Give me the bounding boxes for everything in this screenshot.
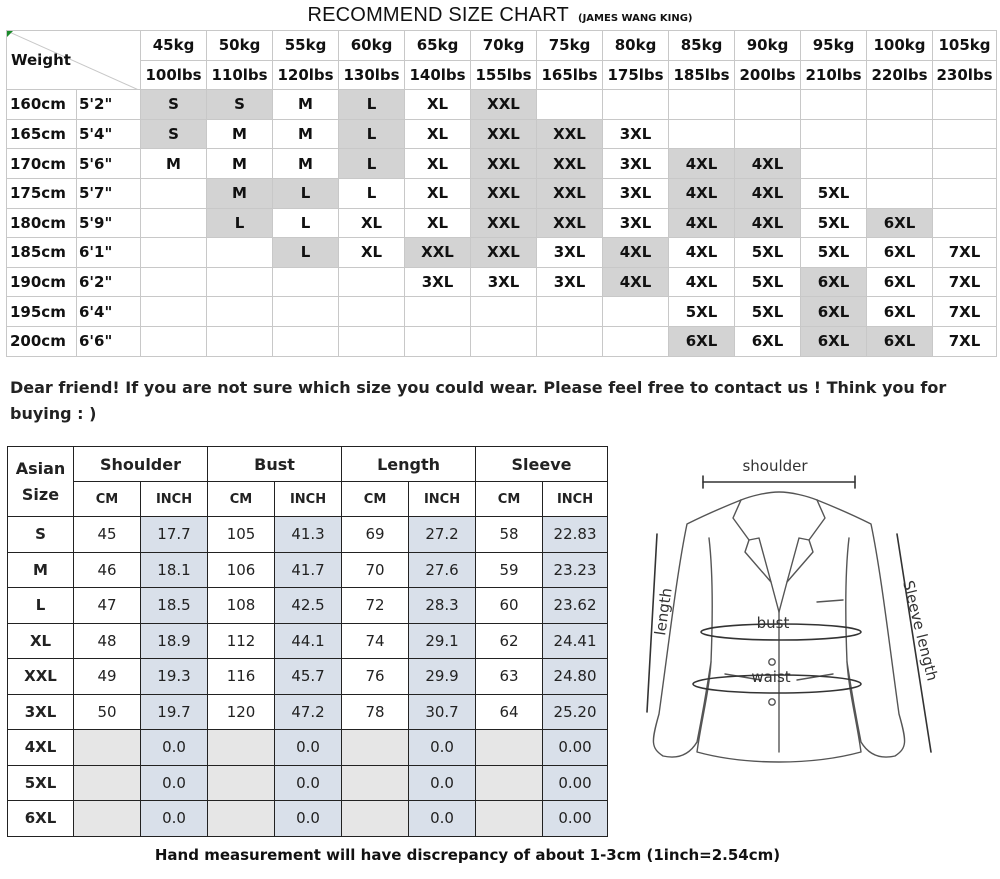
weight-lbs-header: 110lbs [207,60,273,90]
weight-kg-header: 75kg [537,31,603,61]
height-ft: 5'7" [77,178,141,208]
size-cell: L [273,238,339,268]
size-cell [933,178,997,208]
height-cm: 180cm [7,208,77,238]
cm-value: 47 [74,588,141,624]
label-bust: bust [756,614,790,632]
size-cell: XXL [471,208,537,238]
size-cell: XL [405,178,471,208]
inch-value: 23.23 [543,552,608,588]
size-cell: 4XL [669,149,735,179]
inch-value: 0.0 [141,765,208,801]
asian-size-row [8,659,608,695]
cm-value: 72 [342,588,409,624]
cm-value: 60 [476,588,543,624]
size-cell: XL [339,208,405,238]
weight-kg-row [7,31,997,61]
size-cell [801,119,867,149]
inch-value: 27.2 [409,517,476,553]
asian-size-row [8,765,608,801]
size-cell [405,326,471,356]
size-cell [207,326,273,356]
recommend-size-table [6,30,997,357]
asian-size-header-line2: Size [21,484,60,504]
size-cell: 3XL [537,238,603,268]
height-row [7,297,997,327]
size-cell: 7XL [933,297,997,327]
measurement-disclaimer: Hand measurement will have discrepancy of about 1-3cm (1inch=2.54cm) [154,846,781,864]
weight-lbs-header: 210lbs [801,60,867,90]
weight-kg-header: 95kg [801,31,867,61]
size-cell: 7XL [933,267,997,297]
size-cell: M [141,149,207,179]
inch-value: 0.0 [141,801,208,837]
asian-size-label: 4XL [8,730,74,766]
size-cell: L [339,178,405,208]
asian-size-header [8,447,74,517]
size-cell: XXL [471,90,537,120]
size-cell [207,267,273,297]
size-cell: M [273,90,339,120]
size-cell: 5XL [801,178,867,208]
size-cell [273,267,339,297]
inch-value: 30.7 [409,694,476,730]
weight-lbs-header: 200lbs [735,60,801,90]
cm-value: 69 [342,517,409,553]
size-cell: 7XL [933,238,997,268]
label-waist: waist [751,668,791,686]
cm-value: 59 [476,552,543,588]
cm-value: 70 [342,552,409,588]
cm-value: 46 [74,552,141,588]
size-cell: XXL [537,208,603,238]
size-cell [867,149,933,179]
unit-cm-header: CM [342,482,409,517]
size-cell [141,238,207,268]
asian-size-row [8,730,608,766]
inch-value: 24.80 [543,659,608,695]
label-length: length [651,586,676,637]
size-cell: 6XL [801,326,867,356]
size-cell: 6XL [867,326,933,356]
size-cell [867,178,933,208]
size-cell: XL [405,90,471,120]
size-cell: 3XL [603,149,669,179]
size-cell: 4XL [669,208,735,238]
cm-value: 48 [74,623,141,659]
size-cell [141,297,207,327]
weight-kg-header: 65kg [405,31,471,61]
asian-size-label: S [8,517,74,553]
inch-value: 18.5 [141,588,208,624]
size-cell: 6XL [867,267,933,297]
size-cell: XXL [537,149,603,179]
size-cell: 4XL [669,238,735,268]
cm-value: 116 [208,659,275,695]
cm-value: 112 [208,623,275,659]
size-cell [735,90,801,120]
cm-value [208,801,275,837]
inch-value: 19.7 [141,694,208,730]
cm-value [476,801,543,837]
unit-cm-header: CM [208,482,275,517]
height-ft: 5'4" [77,119,141,149]
customer-note: Dear friend! If you are not sure which size you could wear. Please feel free to contact us ! Think you for buying : ) [10,378,947,423]
size-cell [537,297,603,327]
inch-value: 0.0 [275,801,342,837]
weight-kg-header: 90kg [735,31,801,61]
cm-value [208,730,275,766]
weight-kg-header: 45kg [141,31,207,61]
size-cell: M [207,149,273,179]
size-cell: S [141,119,207,149]
size-cell: S [141,90,207,120]
inch-value: 0.0 [409,801,476,837]
cm-value [342,730,409,766]
size-cell [207,297,273,327]
weight-lbs-header: 230lbs [933,60,997,90]
size-cell [933,119,997,149]
cm-value: 106 [208,552,275,588]
size-cell [735,119,801,149]
size-cell: XXL [471,119,537,149]
group-header-shoulder: Shoulder [74,447,208,482]
size-cell [141,267,207,297]
cm-value: 64 [476,694,543,730]
cm-value [74,765,141,801]
weight-kg-header: 105kg [933,31,997,61]
size-cell: L [339,90,405,120]
cm-value: 76 [342,659,409,695]
size-cell [867,119,933,149]
asian-size-label: L [8,588,74,624]
asian-size-row [8,801,608,837]
unit-inch-header: INCH [275,482,342,517]
size-cell: L [273,208,339,238]
size-cell [801,149,867,179]
size-cell [867,90,933,120]
cm-value [208,765,275,801]
weight-kg-header: 100kg [867,31,933,61]
inch-value: 28.3 [409,588,476,624]
cm-value [476,730,543,766]
size-cell [339,297,405,327]
size-cell [141,326,207,356]
weight-kg-header: 50kg [207,31,273,61]
size-cell [603,90,669,120]
inch-value: 0.0 [141,730,208,766]
size-cell: XXL [537,119,603,149]
size-cell: 4XL [735,149,801,179]
label-sleeve-length: Sleeve length [899,578,942,683]
asian-size-row [8,517,608,553]
size-cell: L [339,119,405,149]
inch-value: 44.1 [275,623,342,659]
weight-lbs-header: 130lbs [339,60,405,90]
weight-kg-header: 70kg [471,31,537,61]
size-cell: 6XL [735,326,801,356]
asian-size-table [7,446,608,837]
size-cell: 4XL [603,238,669,268]
height-cm: 190cm [7,267,77,297]
size-cell [207,238,273,268]
weight-lbs-header: 100lbs [141,60,207,90]
asian-size-row [8,552,608,588]
inch-value: 19.3 [141,659,208,695]
size-cell: XXL [471,149,537,179]
inch-value: 0.00 [543,801,608,837]
inch-value: 17.7 [141,517,208,553]
label-shoulder: shoulder [742,457,808,475]
height-ft: 5'9" [77,208,141,238]
size-cell [669,119,735,149]
cm-value: 120 [208,694,275,730]
unit-cm-header: CM [476,482,543,517]
asian-size-label: 3XL [8,694,74,730]
chart-title-main: RECOMMEND SIZE CHART [307,4,569,26]
height-ft: 6'6" [77,326,141,356]
size-cell [141,178,207,208]
height-row [7,208,997,238]
size-cell [471,326,537,356]
height-cm: 175cm [7,178,77,208]
height-row [7,267,997,297]
unit-inch-header: INCH [409,482,476,517]
cm-value: 78 [342,694,409,730]
asian-size-header-line1: Asian [15,458,66,478]
inch-value: 27.6 [409,552,476,588]
size-cell: 3XL [603,208,669,238]
height-ft: 5'6" [77,149,141,179]
size-cell: 4XL [669,267,735,297]
height-ft: 6'2" [77,267,141,297]
height-row [7,149,997,179]
chart-title [0,4,1000,30]
cm-value [476,765,543,801]
unit-inch-header: INCH [141,482,208,517]
weight-lbs-header: 140lbs [405,60,471,90]
size-cell [537,90,603,120]
cm-value [342,801,409,837]
inch-value: 47.2 [275,694,342,730]
height-row [7,326,997,356]
cm-value: 108 [208,588,275,624]
asian-size-row [8,694,608,730]
asian-size-label: 5XL [8,765,74,801]
height-row [7,90,997,120]
inch-value: 41.7 [275,552,342,588]
asian-size-label: XL [8,623,74,659]
weight-lbs-header: 185lbs [669,60,735,90]
cm-value: 63 [476,659,543,695]
jacket-measurement-diagram [621,452,977,774]
inch-value: 29.9 [409,659,476,695]
size-cell [339,326,405,356]
inch-value: 0.0 [275,730,342,766]
weight-lbs-header: 220lbs [867,60,933,90]
size-cell: 4XL [603,267,669,297]
weight-lbs-header: 175lbs [603,60,669,90]
size-cell: 5XL [735,297,801,327]
size-cell [801,90,867,120]
size-cell [933,149,997,179]
size-cell: XL [405,208,471,238]
weight-lbs-header: 120lbs [273,60,339,90]
cm-value [74,730,141,766]
size-cell: 6XL [867,297,933,327]
cm-value: 50 [74,694,141,730]
size-cell: XXL [471,178,537,208]
inch-value: 22.83 [543,517,608,553]
size-cell: XXL [405,238,471,268]
height-cm: 160cm [7,90,77,120]
weight-kg-header: 80kg [603,31,669,61]
size-cell: 3XL [603,178,669,208]
size-cell [933,90,997,120]
size-cell: 5XL [801,238,867,268]
size-cell: L [273,178,339,208]
group-header-sleeve: Sleeve [476,447,608,482]
size-cell: 6XL [867,238,933,268]
weight-lbs-header: 165lbs [537,60,603,90]
cm-value [342,765,409,801]
size-cell: 4XL [669,178,735,208]
inch-value: 42.5 [275,588,342,624]
cm-value: 62 [476,623,543,659]
weight-lbs-row [7,60,997,90]
asian-size-label: 6XL [8,801,74,837]
cm-value: 74 [342,623,409,659]
size-cell: 6XL [867,208,933,238]
height-ft: 5'2" [77,90,141,120]
inch-value: 0.0 [409,765,476,801]
size-cell [141,208,207,238]
unit-cm-header: CM [74,482,141,517]
asian-size-row [8,588,608,624]
weight-kg-header: 55kg [273,31,339,61]
height-row [7,119,997,149]
size-cell: 4XL [735,208,801,238]
size-cell: 7XL [933,326,997,356]
weight-kg-header: 60kg [339,31,405,61]
size-cell: L [207,208,273,238]
size-cell [471,297,537,327]
cm-value: 105 [208,517,275,553]
size-cell [603,326,669,356]
size-cell: XXL [537,178,603,208]
size-cell: 3XL [537,267,603,297]
height-ft: 6'1" [77,238,141,268]
weight-kg-header: 85kg [669,31,735,61]
inch-value: 23.62 [543,588,608,624]
size-cell: M [273,149,339,179]
inch-value: 25.20 [543,694,608,730]
size-cell: 3XL [471,267,537,297]
size-cell: 4XL [735,178,801,208]
size-cell: XL [339,238,405,268]
inch-value: 29.1 [409,623,476,659]
cm-value: 49 [74,659,141,695]
weight-label: Weight [11,51,71,70]
size-cell: XL [405,119,471,149]
size-cell [273,297,339,327]
size-cell [669,90,735,120]
size-cell: XL [405,149,471,179]
cm-value: 45 [74,517,141,553]
weight-height-corner [7,31,141,90]
height-cm: 185cm [7,238,77,268]
size-cell: M [207,178,273,208]
unit-inch-header: INCH [543,482,608,517]
size-cell: 6XL [801,267,867,297]
size-cell: 5XL [735,238,801,268]
chart-title-brand: (JAMES WANG KING) [578,13,693,24]
height-cm: 165cm [7,119,77,149]
inch-value: 0.00 [543,765,608,801]
group-header-length: Length [342,447,476,482]
cm-value: 58 [476,517,543,553]
height-cm: 200cm [7,326,77,356]
inch-value: 41.3 [275,517,342,553]
size-cell: 6XL [669,326,735,356]
cm-value [74,801,141,837]
inch-value: 18.1 [141,552,208,588]
inch-value: 24.41 [543,623,608,659]
size-cell: S [207,90,273,120]
size-cell: XXL [471,238,537,268]
size-cell [933,208,997,238]
size-cell [537,326,603,356]
size-cell: M [207,119,273,149]
group-header-bust: Bust [208,447,342,482]
inch-value: 0.0 [275,765,342,801]
height-row [7,238,997,268]
asian-size-row [8,623,608,659]
height-row [7,178,997,208]
inch-value: 0.00 [543,730,608,766]
size-cell: 6XL [801,297,867,327]
size-cell: M [273,119,339,149]
height-ft: 6'4" [77,297,141,327]
size-cell: 5XL [801,208,867,238]
height-cm: 195cm [7,297,77,327]
asian-size-label: XXL [8,659,74,695]
inch-value: 0.0 [409,730,476,766]
size-cell [339,267,405,297]
size-cell: 3XL [603,119,669,149]
inch-value: 45.7 [275,659,342,695]
size-cell: L [339,149,405,179]
inch-value: 18.9 [141,623,208,659]
size-cell: 5XL [669,297,735,327]
asian-size-label: M [8,552,74,588]
height-cm: 170cm [7,149,77,179]
size-cell: 5XL [735,267,801,297]
size-cell [273,326,339,356]
size-cell [603,297,669,327]
size-cell: 3XL [405,267,471,297]
size-cell [405,297,471,327]
weight-lbs-header: 155lbs [471,60,537,90]
jacket-diagram-svg [621,452,977,774]
